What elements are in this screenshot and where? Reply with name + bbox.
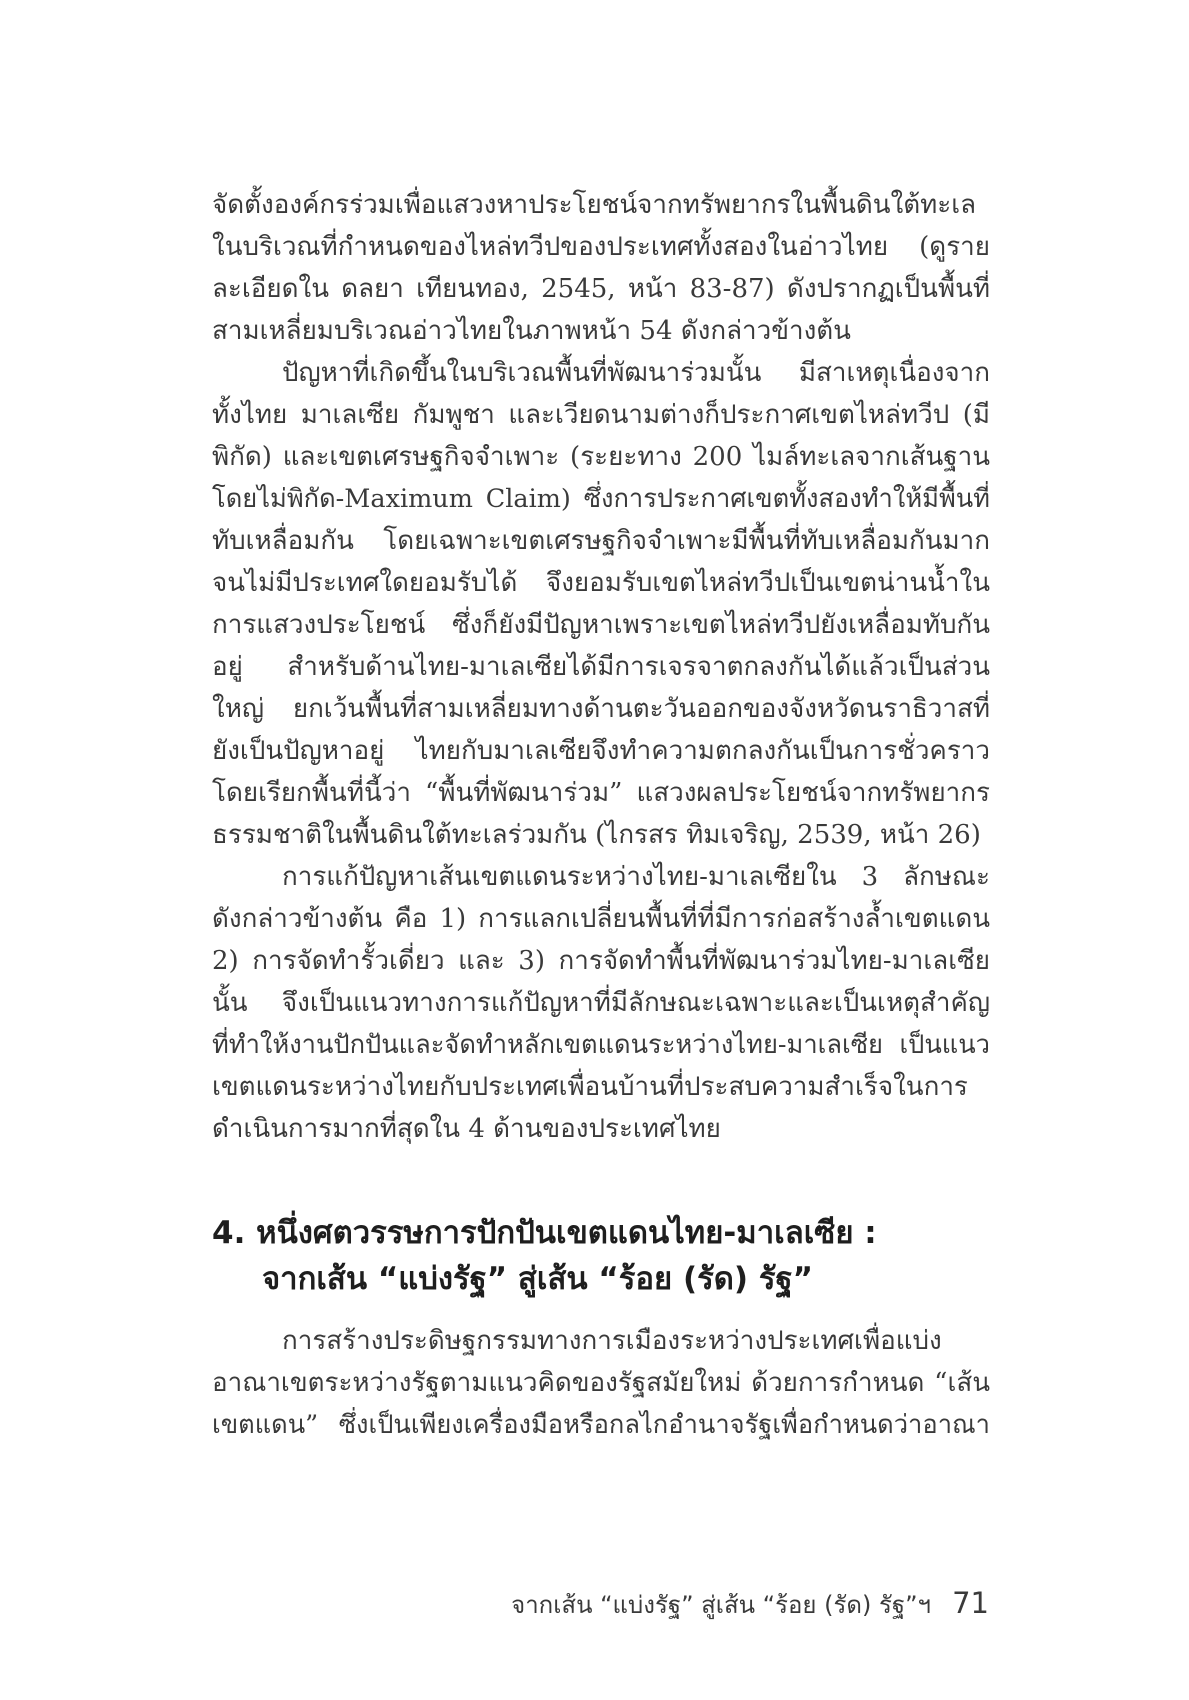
running-title: จากเส้น “แบ่งรัฐ” สู่เส้น “ร้อย (รัด) รัฐ”ฯ <box>511 1591 931 1619</box>
text-line: ดำเนินการมากที่สุดใน 4 ด้านของประเทศไทย <box>212 1114 721 1144</box>
body-text-bottom <box>212 1320 990 1446</box>
body-text-top <box>212 184 990 1150</box>
text-line: อยู่ สำหรับด้านไทย-มาเลเซียได้มีการเจรจาตกลงกันได้แล้วเป็นส่วน <box>212 652 990 682</box>
text-line: ธรรมชาติในพื้นดินใต้ทะเลร่วมกัน (ไกรสร ทิมเจริญ, 2539, หน้า 26) <box>212 820 981 850</box>
section-heading-line-1: 4. หนึ่งศตวรรษการปักปันเขตแดนไทย-มาเลเซีย : <box>212 1215 877 1251</box>
text-line: การแก้ปัญหาเส้นเขตแดนระหว่างไทย-มาเลเซียใน 3 ลักษณะ <box>282 862 990 892</box>
text-line: อาณาเขตระหว่างรัฐตามแนวคิดของรัฐสมัยใหม่ ด้วยการกำหนด “เส้น <box>212 1368 990 1398</box>
text-line: ละเอียดใน ดลยา เทียนทอง, 2545, หน้า 83-87) ดังปรากฏเป็นพื้นที่ <box>212 274 990 304</box>
text-line: พิกัด) และเขตเศรษฐกิจจำเพาะ (ระยะทาง 200 ไมล์ทะเลจากเส้นฐาน <box>212 442 990 472</box>
text-line: เขตแดนระหว่างไทยกับประเทศเพื่อนบ้านที่ประสบความสำเร็จในการ <box>212 1072 968 1102</box>
text-line: ทั้งไทย มาเลเซีย กัมพูชา และเวียดนามต่างก็ประกาศเขตไหล่ทวีป (มี <box>212 400 990 430</box>
text-line: โดยเรียกพื้นที่นี้ว่า “พื้นที่พัฒนาร่วม” แสวงผลประโยชน์จากทรัพยากร <box>212 778 990 808</box>
text-line: โดยไม่พิกัด-Maximum Claim) ซึ่งการประกาศเขตทั้งสองทำให้มีพื้นที่ <box>212 484 990 514</box>
text-line: ปัญหาที่เกิดขึ้นในบริเวณพื้นที่พัฒนาร่วมนั้น มีสาเหตุเนื่องจาก <box>282 358 990 388</box>
text-line: จนไม่มีประเทศใดยอมรับได้ จึงยอมรับเขตไหล่ทวีปเป็นเขตน่านน้ำใน <box>212 568 990 598</box>
text-line: 2) การจัดทำรั้วเดี่ยว และ 3) การจัดทำพื้นที่พัฒนาร่วมไทย-มาเลเซีย <box>212 946 990 976</box>
section-heading <box>212 1210 1012 1302</box>
text-line: นั้น จึงเป็นแนวทางการแก้ปัญหาที่มีลักษณะเฉพาะและเป็นเหตุสำคัญ <box>212 988 990 1018</box>
text-line: ที่ทำให้งานปักปันและจัดทำหลักเขตแดนระหว่างไทย-มาเลเซีย เป็นแนว <box>212 1030 990 1060</box>
page-number: 71 <box>952 1586 989 1620</box>
text-line: สามเหลี่ยมบริเวณอ่าวไทยในภาพหน้า 54 ดังกล่าวข้างต้น <box>212 316 851 346</box>
text-line: ทับเหลื่อมกัน โดยเฉพาะเขตเศรษฐกิจจำเพาะมีพื้นที่ทับเหลื่อมกันมาก <box>212 526 990 556</box>
text-line: การสร้างประดิษฐกรรมทางการเมืองระหว่างประเทศเพื่อแบ่ง <box>282 1326 942 1356</box>
text-line: ในบริเวณที่กำหนดของไหล่ทวีปของประเทศทั้งสองในอ่าวไทย (ดูราย <box>212 232 990 262</box>
text-line: การแสวงประโยชน์ ซึ่งก็ยังมีปัญหาเพราะเขตไหล่ทวีปยังเหลื่อมทับกัน <box>212 610 990 640</box>
text-line: ยังเป็นปัญหาอยู่ ไทยกับมาเลเซียจึงทำความตกลงกันเป็นการชั่วคราว <box>212 736 990 766</box>
text-line: ใหญ่ ยกเว้นพื้นที่สามเหลี่ยมทางด้านตะวันออกของจังหวัดนราธิวาสที่ <box>212 694 990 724</box>
text-line: เขตแดน” ซึ่งเป็นเพียงเครื่องมือหรือกลไกอำนาจรัฐเพื่อกำหนดว่าอาณา <box>212 1410 990 1440</box>
text-line: ดังกล่าวข้างต้น คือ 1) การแลกเปลี่ยนพื้นที่ที่มีการก่อสร้างล้ำเขตแดน <box>212 904 990 934</box>
text-line: จัดตั้งองค์กรร่วมเพื่อแสวงหาประโยชน์จากทรัพยากรในพื้นดินใต้ทะเล <box>212 190 977 220</box>
page-footer <box>511 1585 989 1624</box>
section-heading-line-2: จากเส้น “แบ่งรัฐ” สู่เส้น “ร้อย (รัด) รัฐ” <box>262 1261 813 1297</box>
